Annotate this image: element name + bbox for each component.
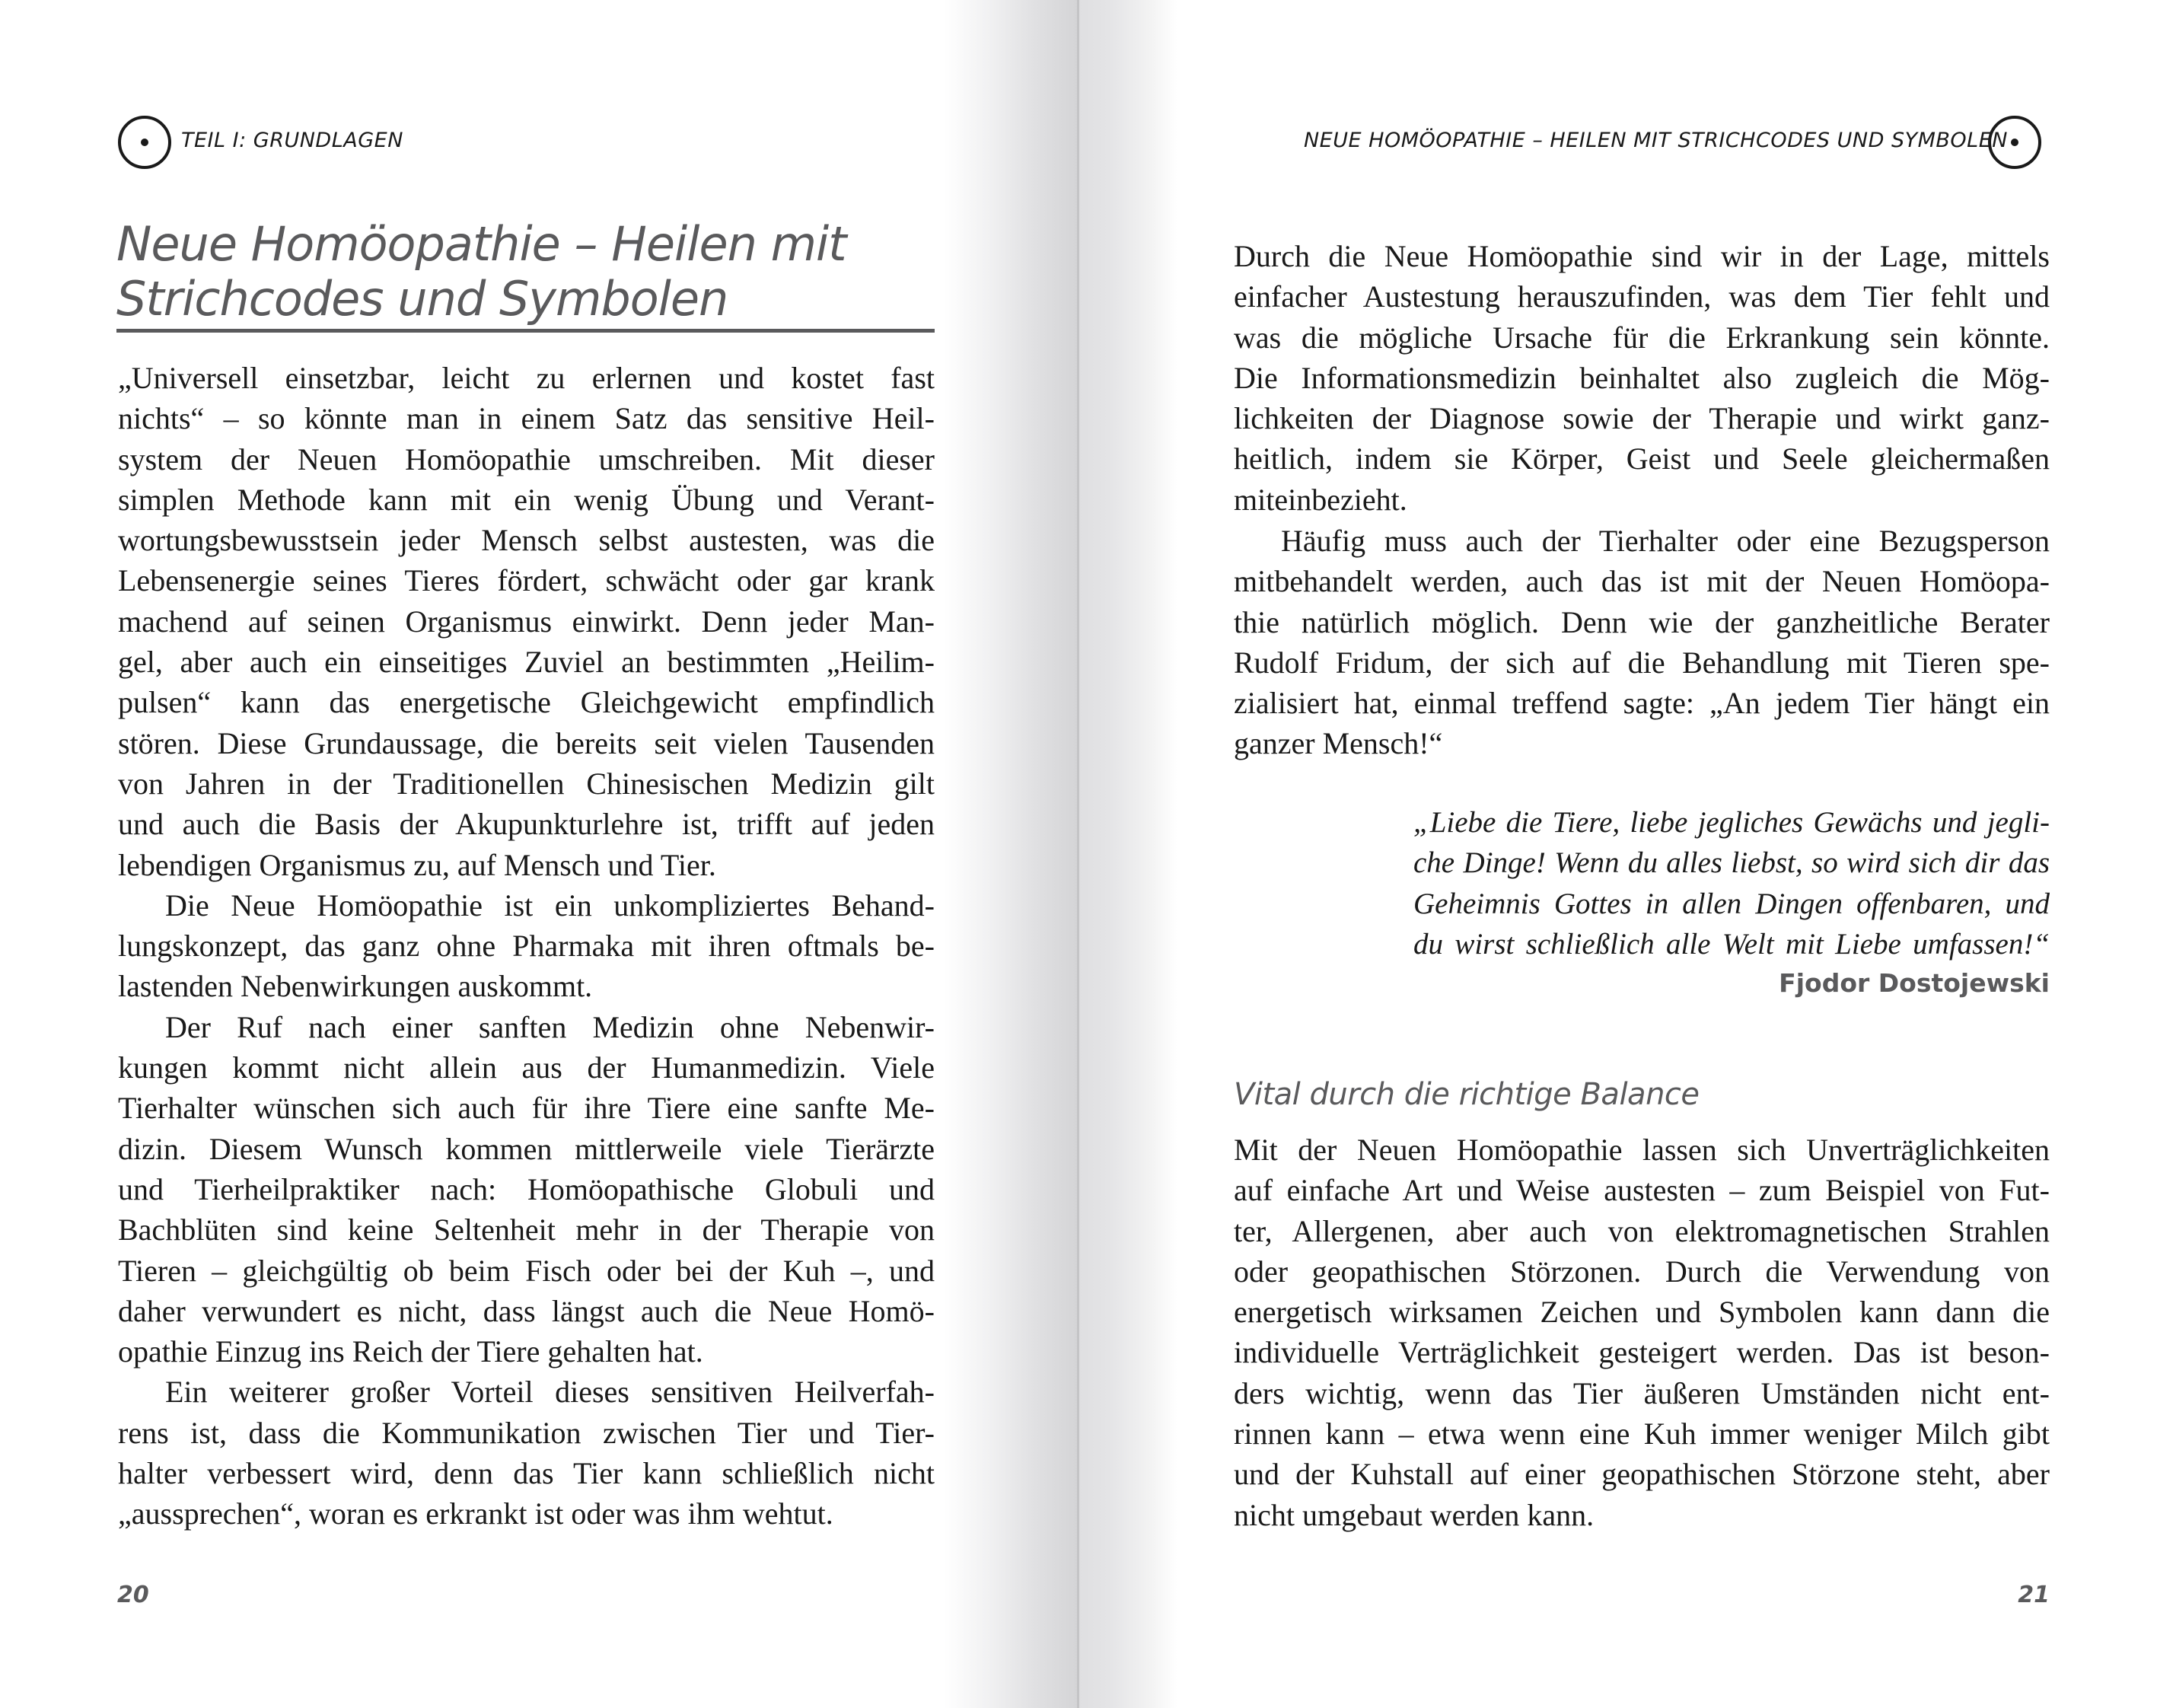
left-page: [0, 0, 1078, 1708]
body-line: und Tierheilpraktiker nach: Homöopathische Globuli und: [118, 1171, 935, 1206]
body-line: Ein weiterer großer Vorteil dieses sensitiven Heilverfah-: [165, 1375, 935, 1410]
chapter-title: [116, 217, 935, 327]
body-line: Mit der Neuen Homöopathie lassen sich Unverträglichkeiten: [1234, 1133, 2050, 1167]
body-line: machend auf seinen Organismus einwirkt. Denn jeder Man-: [118, 604, 935, 639]
body-line: und auch die Basis der Akupunkturlehre ist, trifft auf jeden: [118, 807, 935, 842]
body-line: Tieren – gleichgültig ob beim Fisch oder bei der Kuh –, und: [118, 1253, 935, 1288]
quote-line: „Liebe die Tiere, liebe jegliches Gewächs und jegli-: [1413, 806, 2050, 839]
body-line: mitbehandelt werden, auch das ist mit der Neuen Homöopa-: [1234, 564, 2050, 599]
body-line: ter, Allergenen, aber auch von elektromagnetischen Strahlen: [1234, 1213, 2050, 1248]
body-line: rinnen kann – etwa wenn eine Kuh immer weniger Milch gibt: [1234, 1416, 2050, 1451]
body-line: energetisch wirksamen Zeichen und Symbolen kann dann die: [1234, 1295, 2050, 1330]
page-number-right: 21: [2018, 1582, 2050, 1608]
circle-dot-icon: [1988, 116, 2041, 169]
body-line: miteinbezieht.: [1234, 482, 1407, 517]
body-line: und der Kuhstall auf einer geopathischen Störzone steht, aber: [1234, 1457, 2050, 1492]
quote-line: du wirst schließlich alle Welt mit Liebe umfassen!“: [1413, 927, 2050, 961]
left-body-text: [118, 358, 935, 1534]
body-line: was die mögliche Ursache für die Erkrankung sein könnte.: [1234, 320, 2050, 355]
body-line: lungskonzept, das ganz ohne Pharmaka mit ihren oftmals be-: [118, 929, 935, 964]
body-line: opathie Einzug ins Reich der Tiere gehalten hat.: [118, 1334, 703, 1369]
circle-dot-icon: [118, 116, 171, 169]
body-line: lebendigen Organismus zu, auf Mensch und Tier.: [118, 847, 716, 882]
body-line: einfacher Austestung herauszufinden, was dem Tier fehlt und: [1234, 279, 2050, 314]
circle-dot-center: [2011, 139, 2018, 146]
body-line: Die Neue Homöopathie ist ein unkompliziertes Behand-: [165, 887, 935, 923]
body-line: auf einfache Art und Weise austesten – zum Beispiel von Fut-: [1234, 1173, 2050, 1208]
body-line: „aussprechen“, woran es erkrankt ist oder was ihm wehtut.: [118, 1496, 833, 1531]
body-line: Rudolf Fridum, der sich auf die Behandlung mit Tieren spe-: [1234, 645, 2050, 680]
right-paragraph-1: [1234, 236, 2050, 520]
title-underline: [116, 329, 935, 333]
body-line: Durch die Neue Homöopathie sind wir in der Lage, mittels: [1234, 239, 2050, 273]
body-line: individuelle Verträglichkeit gesteigert werden. Das ist beson-: [1234, 1335, 2050, 1370]
body-line: dizin. Diesem Wunsch kommen mittlerweile viele Tierärzte: [118, 1131, 935, 1166]
right-paragraph-3: [1234, 1130, 2050, 1535]
body-line: ders wichtig, wenn das Tier äußeren Umständen nicht ent-: [1234, 1375, 2050, 1410]
body-line: lichkeiten der Diagnose sowie der Therapie und wirkt ganz-: [1234, 401, 2050, 436]
blockquote: [1413, 802, 2050, 964]
quote-author: Fjodor Dostojewski: [1779, 968, 2050, 998]
body-line: Häufig muss auch der Tierhalter oder eine Bezugsperson: [1281, 524, 2050, 558]
body-line: stören. Diese Grundaussage, die bereits seit vielen Tausenden: [118, 725, 935, 760]
book-spine: [1077, 0, 1079, 1708]
body-line: daher verwundert es nicht, dass längst auch die Neue Homö-: [118, 1293, 935, 1328]
body-line: oder geopathischen Störzonen. Durch die Verwendung von: [1234, 1254, 2050, 1289]
chapter-title-line-2: Strichcodes und Symbolen: [116, 271, 728, 327]
body-line: lastenden Nebenwirkungen auskommt.: [118, 969, 593, 1004]
circle-dot-center: [141, 139, 148, 146]
body-line: pulsen“ kann das energetische Gleichgewicht empfindlich: [118, 685, 935, 720]
page-number-left: 20: [117, 1582, 149, 1608]
body-line: kungen kommt nicht allein aus der Humanmedizin. Viele: [118, 1050, 935, 1085]
body-line: ganzer Mensch!“: [1234, 726, 1443, 761]
body-line: Tierhalter wünschen sich auch für ihre Tiere eine sanfte Me-: [118, 1091, 935, 1126]
running-head-right: NEUE HOMÖOPATHIE – HEILEN MIT STRICHCODES UND SYMBOLEN: [1303, 129, 2008, 152]
body-line: system der Neuen Homöopathie umschreiben. Mit dieser: [118, 441, 935, 476]
body-line: simplen Methode kann mit ein wenig Übung und Verant-: [118, 482, 935, 517]
body-line: „Universell einsetzbar, leicht zu erlernen und kostet fast: [118, 361, 935, 395]
body-line: heitlich, indem sie Körper, Geist und Seele gleichermaßen: [1234, 441, 2050, 476]
body-line: wortungsbewusstsein jeder Mensch selbst austesten, was die: [118, 523, 935, 558]
running-head-left: TEIL I: GRUNDLAGEN: [181, 129, 403, 152]
body-line: nichts“ – so könnte man in einem Satz das sensitive Heil-: [118, 401, 935, 436]
body-line: nicht umgebaut werden kann.: [1234, 1497, 1595, 1532]
body-line: halter verbessert wird, denn das Tier kann schließlich nicht: [118, 1456, 935, 1491]
body-line: zialisiert hat, einmal treffend sagte: „An jedem Tier hängt ein: [1234, 686, 2050, 721]
chapter-title-line-1: Neue Homöopathie – Heilen mit: [116, 216, 846, 272]
body-line: Lebensenergie seines Tieres fördert, schwächt oder gar krank: [118, 563, 935, 598]
body-line: von Jahren in der Traditionellen Chinesischen Medizin gilt: [118, 766, 935, 801]
body-line: gel, aber auch ein einseitiges Zuviel an bestimmten „Heilim-: [118, 645, 935, 680]
section-subheading: Vital durch die richtige Balance: [1234, 1077, 1700, 1112]
body-line: thie natürlich möglich. Denn wie der ganzheitliche Berater: [1234, 604, 2050, 639]
quote-line: che Dinge! Wenn du alles liebst, so wird sich dir das: [1413, 846, 2050, 880]
body-line: Die Informationsmedizin beinhaltet also zugleich die Mög-: [1234, 360, 2050, 395]
body-line: rens ist, dass die Kommunikation zwischen Tier und Tier-: [118, 1415, 935, 1450]
body-line: Der Ruf nach einer sanften Medizin ohne Nebenwir-: [165, 1009, 935, 1044]
quote-line: Geheimnis Gottes in allen Dingen offenbaren, und: [1413, 887, 2050, 920]
right-paragraph-2: [1234, 521, 2050, 764]
body-line: Bachblüten sind keine Seltenheit mehr in der Therapie von: [118, 1212, 935, 1248]
